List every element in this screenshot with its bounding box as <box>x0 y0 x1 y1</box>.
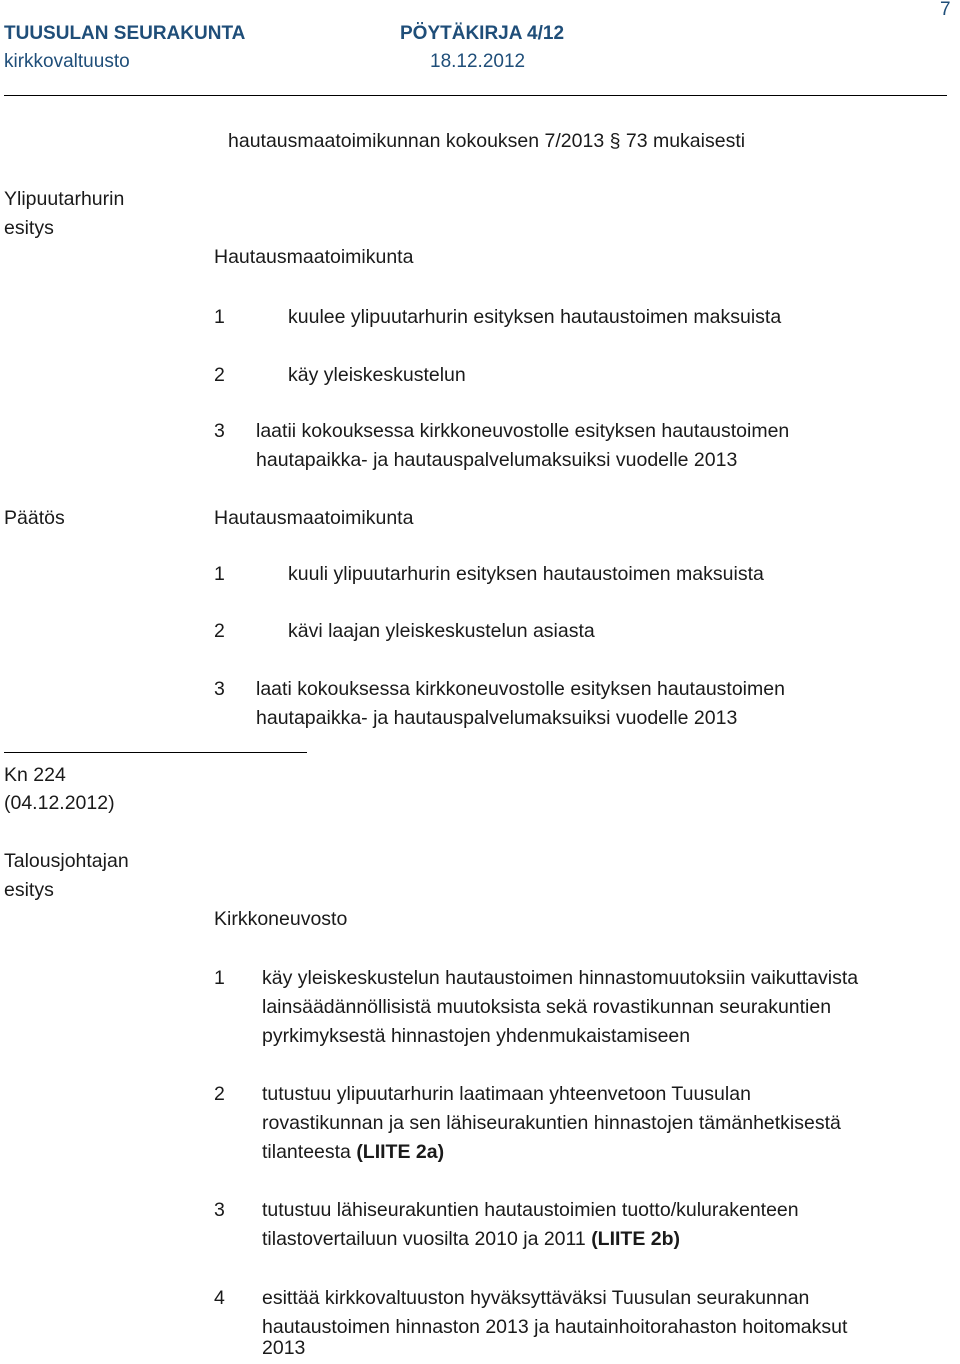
list-item: kuulee ylipuutarhurin esityksen hautaustoimen maksuista <box>288 306 782 328</box>
list-item: tutustuu ylipuutarhurin laatimaan yhteenvetoon Tuusulan <box>262 1083 751 1105</box>
attachment-reference: (LIITE 2a) <box>356 1141 445 1163</box>
section-heading: Kirkkoneuvosto <box>214 908 348 930</box>
item-text: tilastovertailuun vuosilta 2010 ja 2011 <box>262 1228 592 1250</box>
list-item-continuation: hautaustoimen hinnaston 2013 ja hautainhoitorahaston hoitomaksut <box>262 1316 848 1338</box>
list-item-continuation <box>262 1225 680 1254</box>
page-number: 7 <box>940 0 951 20</box>
kn-reference: Kn 224 <box>4 764 66 786</box>
list-item: esittää kirkkovaltuuston hyväksyttäväksi Tuusulan seurakunnan <box>262 1287 810 1309</box>
side-label-decision: Päätös <box>4 507 65 529</box>
list-item: käy yleiskeskustelun <box>288 364 466 386</box>
item-number: 1 <box>214 563 225 585</box>
attachment-reference: (LIITE 2b) <box>591 1228 681 1250</box>
side-label-cfo-proposal-2: esitys <box>4 879 54 901</box>
item-number: 2 <box>214 1083 225 1105</box>
item-number: 1 <box>214 306 225 328</box>
section-heading: Hautausmaatoimikunta <box>214 246 414 268</box>
section-divider-rule <box>4 752 307 753</box>
document-title: PÖYTÄKIRJA 4/12 <box>400 23 565 44</box>
list-item: kävi laajan yleiskeskustelun asiasta <box>288 620 595 642</box>
list-item-continuation: hautapaikka- ja hautauspalvelumaksuiksi vuodelle 2013 <box>256 449 738 471</box>
list-item: laati kokouksessa kirkkoneuvostolle esityksen hautaustoimen <box>256 678 785 700</box>
item-number: 1 <box>214 967 225 989</box>
section-heading: Hautausmaatoimikunta <box>214 507 414 529</box>
side-label-proposal: Ylipuutarhurin <box>4 188 125 210</box>
item-text: tilanteesta <box>262 1141 357 1163</box>
list-item-continuation: 2013 <box>262 1337 306 1359</box>
item-number: 4 <box>214 1287 225 1309</box>
side-label-proposal-2: esitys <box>4 217 54 239</box>
organization-name: TUUSULAN SEURAKUNTA <box>4 23 246 44</box>
list-item: laatii kokouksessa kirkkoneuvostolle esityksen hautaustoimen <box>256 420 790 442</box>
list-item-continuation: lainsäädännöllisistä muutoksista sekä rovastikunnan seurakuntien <box>262 996 832 1018</box>
kn-date: (04.12.2012) <box>4 792 115 814</box>
side-label-cfo-proposal: Talousjohtajan <box>4 850 129 872</box>
item-number: 2 <box>214 620 225 642</box>
item-number: 3 <box>214 420 225 442</box>
list-item-continuation: pyrkimyksestä hinnastojen yhdenmukaistamiseen <box>262 1025 691 1047</box>
list-item-continuation: hautapaikka- ja hautauspalvelumaksuiksi vuodelle 2013 <box>256 707 738 729</box>
intro-line: hautausmaatoimikunnan kokouksen 7/2013 § 73 mukaisesti <box>228 130 746 152</box>
body-name: kirkkovaltuusto <box>4 51 130 72</box>
list-item-continuation: rovastikunnan ja sen lähiseurakuntien hinnastojen tämänhetkisestä <box>262 1112 841 1134</box>
list-item: kuuli ylipuutarhurin esityksen hautaustoimen maksuista <box>288 563 764 585</box>
header-rule <box>4 95 947 96</box>
list-item: tutustuu lähiseurakuntien hautaustoimien tuotto/kulurakenteen <box>262 1199 799 1221</box>
item-number: 2 <box>214 364 225 386</box>
meeting-date: 18.12.2012 <box>430 51 526 72</box>
item-number: 3 <box>214 678 225 700</box>
list-item: käy yleiskeskustelun hautaustoimen hinnastomuutoksiin vaikuttavista <box>262 967 859 989</box>
list-item-continuation <box>262 1138 444 1167</box>
item-number: 3 <box>214 1199 225 1221</box>
